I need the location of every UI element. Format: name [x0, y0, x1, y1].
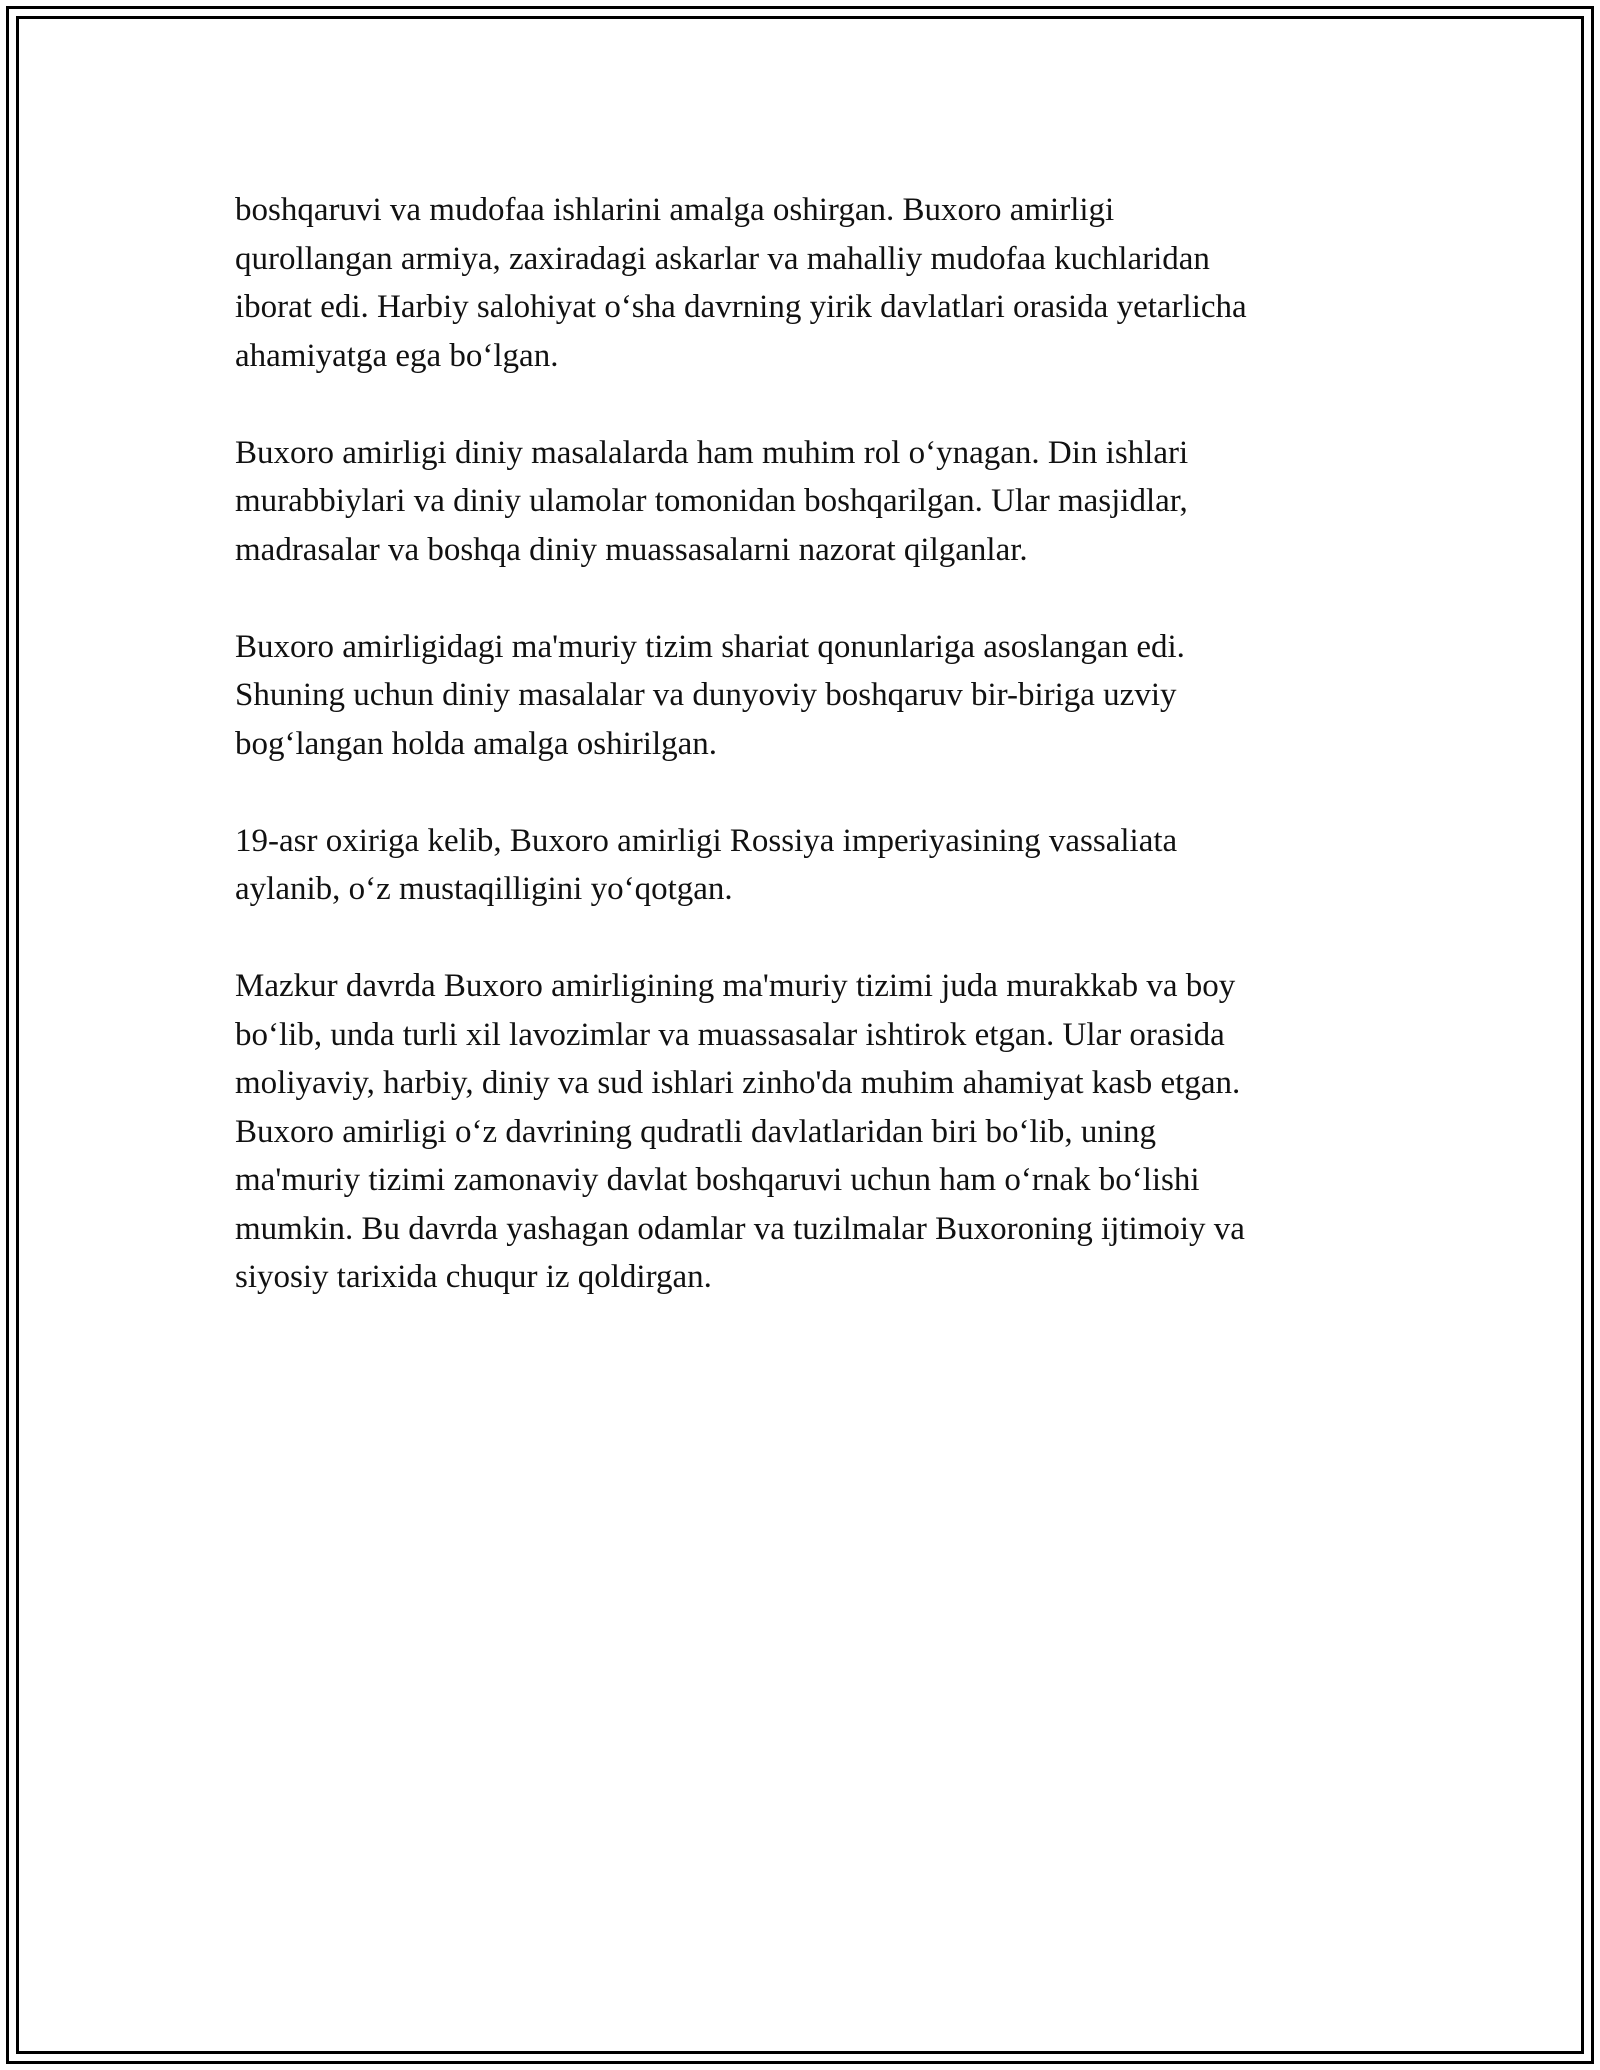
- paragraph-religion: [235, 429, 1395, 575]
- text-line: Shuning uchun diniy masalalar va dunyoviy boshqaruv bir-biriga uzviy: [235, 677, 1177, 713]
- text-line: bo‘lib, unda turli xil lavozimlar va muassasalar ishtirok etgan. Ular orasida: [235, 1016, 1225, 1053]
- text-line: iborat edi. Harbiy salohiyat o‘sha davrning yirik davlatlari orasida yetarlicha: [235, 289, 1247, 325]
- text-line: aylanib, o‘z mustaqilligini yo‘qotgan.: [235, 871, 733, 907]
- text-line: Buxoro amirligidagi ma'muriy tizim shariat qonunlariga asoslangan edi.: [235, 628, 1185, 665]
- text-line: ahamiyatga ega bo‘lgan.: [235, 337, 559, 374]
- text-line: moliyaviy, harbiy, diniy va sud ishlari zinho'da muhim ahamiyat kasb etgan.: [235, 1065, 1241, 1101]
- text-line: madrasalar va boshqa diniy muassasalarni nazorat qilganlar.: [235, 531, 1028, 568]
- text-line: siyosiy tarixida chuqur iz qoldirgan.: [235, 1259, 712, 1295]
- paragraph-conclusion: [235, 962, 1395, 1302]
- paragraph-sharia: [235, 623, 1395, 769]
- text-line: bog‘langan holda amalga oshirilgan.: [235, 725, 718, 762]
- paragraph-military: [235, 186, 1395, 380]
- text-line: murabbiylari va diniy ulamolar tomonidan boshqarilgan. Ular masjidlar,: [235, 483, 1188, 519]
- text-line: Buxoro amirligi o‘z davrining qudratli davlatlaridan biri bo‘lib, uning: [235, 1113, 1157, 1150]
- paragraph-russia: [235, 817, 1395, 914]
- text-line: boshqaruvi va mudofaa ishlarini amalga oshirgan. Buxoro amirligi: [235, 192, 1115, 228]
- text-line: ma'muriy tizimi zamonaviy davlat boshqaruvi uchun ham o‘rnak bo‘lishi: [235, 1162, 1200, 1198]
- text-line: mumkin. Bu davrda yashagan odamlar va tuzilmalar Buxoroning ijtimoiy va: [235, 1210, 1245, 1247]
- text-line: Buxoro amirligi diniy masalalarda ham muhim rol o‘ynagan. Din ishlari: [235, 434, 1189, 471]
- document-body: [235, 186, 1395, 1350]
- text-line: Mazkur davrda Buxoro amirligining ma'muriy tizimi juda murakkab va boy: [235, 968, 1236, 1004]
- text-line: qurollangan armiya, zaxiradagi askarlar va mahalliy mudofaa kuchlaridan: [235, 240, 1210, 277]
- text-line: 19-asr oxiriga kelib, Buxoro amirligi Rossiya imperiyasining vassaliata: [235, 822, 1178, 859]
